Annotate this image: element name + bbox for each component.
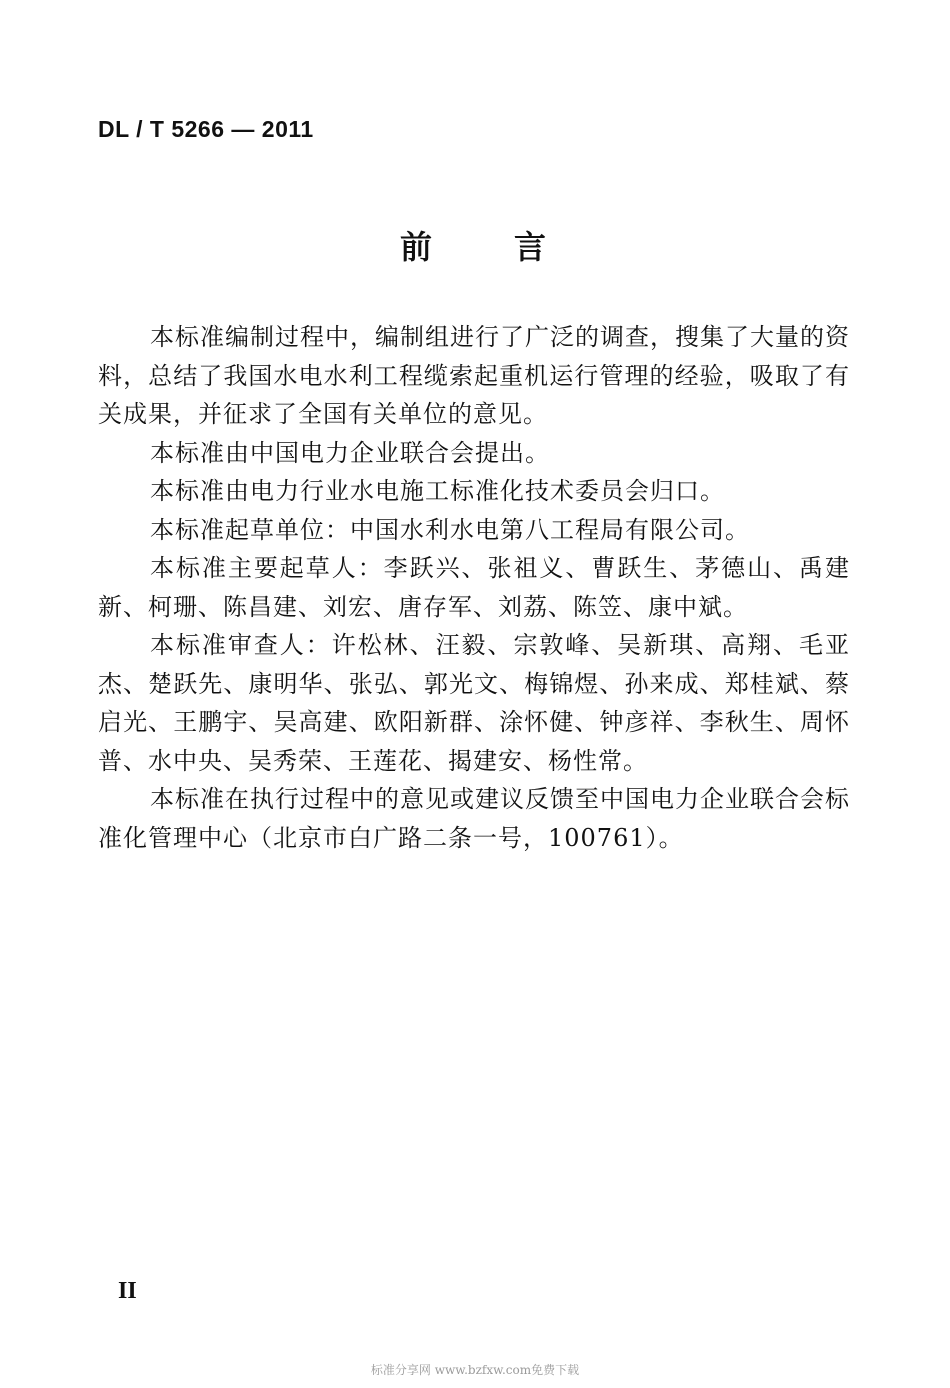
page-number: II [118, 1278, 137, 1304]
paragraph-drafting-unit: 本标准起草单位：中国水利水电第八工程局有限公司。 [150, 515, 750, 544]
paragraph-main-drafters: 本标准主要起草人：李跃兴、张祖义、曹跃生、茅德山、禹建新、柯珊、陈昌建、刘宏、唐存军、刘荔、陈笠、康中斌。 [98, 554, 850, 621]
paragraph-compilation: 本标准编制过程中，编制组进行了广泛的调查，搜集了大量的资料，总结了我国水电水利工程缆索起重机运行管理的经验，吸取了有关成果，并征求了全国有关单位的意见。 [98, 323, 850, 428]
paragraph-administrator: 本标准由电力行业水电施工标准化技术委员会归口。 [150, 477, 725, 505]
page-title [0, 222, 950, 268]
standard-code: DL / T 5266 — 2011 [98, 116, 314, 142]
paragraph-feedback: 本标准在执行过程中的意见或建议反馈至中国电力企业联合会标准化管理中心（北京市白广路二条一号，100761）。 [98, 785, 850, 852]
title-char-1: 前 [399, 228, 436, 266]
preface-body [98, 318, 850, 857]
paragraph-reviewers: 本标准审查人：许松林、汪毅、宗敦峰、吴新琪、高翔、毛亚杰、楚跃先、康明华、张弘、郭光文、梅锦煜、孙来成、郑桂斌、蔡启光、王鹏宇、吴高建、欧阳新群、涂怀健、钟彦祥、李秋生、周怀普、水中央、吴秀荣、王莲花、揭建安、杨性常。 [98, 631, 850, 775]
watermark: 标准分享网 www.bzfxw.com免费下载 [370, 1363, 580, 1377]
title-char-2: 言 [514, 228, 551, 266]
paragraph-proposer: 本标准由中国电力企业联合会提出。 [150, 438, 550, 467]
